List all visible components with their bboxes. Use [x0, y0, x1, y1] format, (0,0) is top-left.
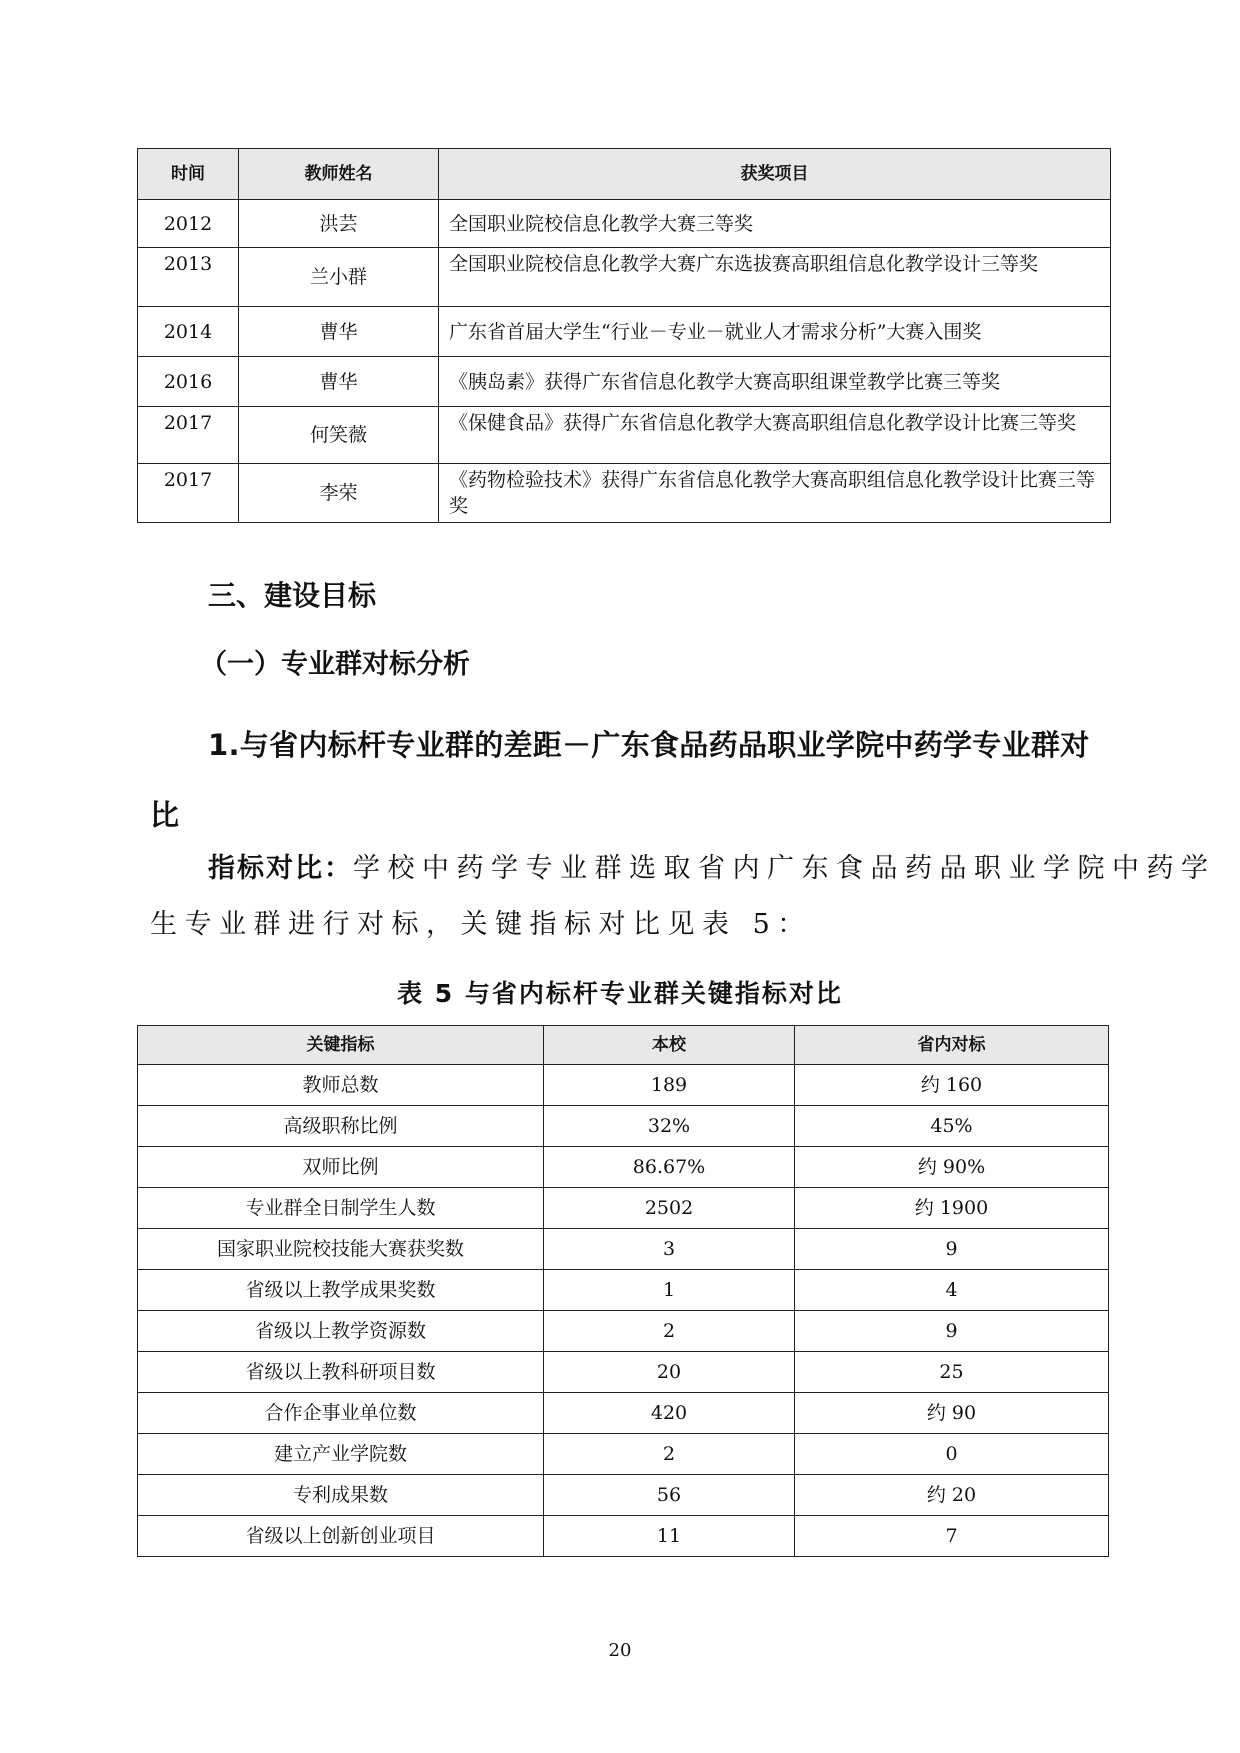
award-teacher: 李荣 — [239, 464, 439, 523]
metric-name: 合作企事业单位数 — [138, 1393, 544, 1434]
award-year: 2017 — [138, 407, 239, 464]
award-teacher: 曹华 — [239, 307, 439, 357]
award-teacher: 曹华 — [239, 357, 439, 407]
metric-row — [138, 1229, 1109, 1270]
page-number: 20 — [608, 1640, 632, 1661]
award-row — [138, 307, 1111, 357]
metric-name: 省级以上教学资源数 — [138, 1311, 544, 1352]
school-value: 2 — [544, 1434, 795, 1475]
school-value: 1 — [544, 1270, 795, 1311]
benchmark-value: 约 90 — [795, 1393, 1109, 1434]
metric-row — [138, 1516, 1109, 1557]
metric-name: 建立产业学院数 — [138, 1434, 544, 1475]
table-header-row — [138, 149, 1111, 200]
award-item: 《药物检验技术》获得广东省信息化教学大赛高职组信息化教学设计比赛三等奖 — [439, 464, 1111, 523]
metric-name: 双师比例 — [138, 1147, 544, 1188]
metric-name: 教师总数 — [138, 1065, 544, 1106]
school-value: 2 — [544, 1311, 795, 1352]
award-item: 《胰岛素》获得广东省信息化教学大赛高职组课堂教学比赛三等奖 — [439, 357, 1111, 407]
section-heading: 三、建设目标 — [208, 579, 377, 612]
metric-row — [138, 1106, 1109, 1147]
award-year: 2013 — [138, 248, 239, 307]
award-item: 全国职业院校信息化教学大赛三等奖 — [439, 200, 1111, 248]
paragraph-lead: 指标对比： — [208, 853, 353, 884]
metric-row — [138, 1434, 1109, 1475]
school-value: 189 — [544, 1065, 795, 1106]
metric-name: 高级职称比例 — [138, 1106, 544, 1147]
school-value: 56 — [544, 1475, 795, 1516]
metric-row — [138, 1065, 1109, 1106]
benchmark-value: 9 — [795, 1229, 1109, 1270]
award-year: 2016 — [138, 357, 239, 407]
paragraph-line-1 — [208, 846, 1216, 885]
benchmark-value: 0 — [795, 1434, 1109, 1475]
school-value: 32% — [544, 1106, 795, 1147]
header-time: 时间 — [138, 149, 239, 200]
award-row — [138, 464, 1111, 523]
benchmark-value: 45% — [795, 1106, 1109, 1147]
metric-name: 专利成果数 — [138, 1475, 544, 1516]
school-value: 2502 — [544, 1188, 795, 1229]
header-benchmark: 省内对标 — [795, 1026, 1109, 1065]
header-teacher: 教师姓名 — [239, 149, 439, 200]
metric-name: 省级以上创新创业项目 — [138, 1516, 544, 1557]
award-row — [138, 248, 1111, 307]
benchmark-value: 约 160 — [795, 1065, 1109, 1106]
benchmark-value: 约 90% — [795, 1147, 1109, 1188]
school-value: 86.67% — [544, 1147, 795, 1188]
school-value: 11 — [544, 1516, 795, 1557]
metric-row — [138, 1188, 1109, 1229]
award-year: 2014 — [138, 307, 239, 357]
subsection-heading: （一）专业群对标分析 — [200, 649, 470, 680]
table-caption: 表 5 与省内标杆专业群关键指标对比 — [397, 979, 843, 1008]
metric-row — [138, 1147, 1109, 1188]
benchmark-value: 4 — [795, 1270, 1109, 1311]
award-row — [138, 407, 1111, 464]
item-heading: 1.与省内标杆专业群的差距－广东食品药品职业学院中药学专业群对比 — [150, 728, 1090, 832]
award-item: 全国职业院校信息化教学大赛广东选拔赛高职组信息化教学设计三等奖 — [439, 248, 1111, 307]
metric-name: 省级以上教学成果奖数 — [138, 1270, 544, 1311]
award-item: 广东省首届大学生“行业－专业－就业人才需求分析”大赛入围奖 — [439, 307, 1111, 357]
school-value: 420 — [544, 1393, 795, 1434]
metric-row — [138, 1311, 1109, 1352]
benchmark-value: 约 1900 — [795, 1188, 1109, 1229]
award-row — [138, 200, 1111, 248]
metric-name: 国家职业院校技能大赛获奖数 — [138, 1229, 544, 1270]
award-item: 《保健食品》获得广东省信息化教学大赛高职组信息化教学设计比赛三等奖 — [439, 407, 1111, 464]
teacher-awards-table — [137, 148, 1111, 523]
metric-row — [138, 1270, 1109, 1311]
award-row — [138, 357, 1111, 407]
award-teacher: 兰小群 — [239, 248, 439, 307]
school-value: 3 — [544, 1229, 795, 1270]
metric-name: 省级以上教科研项目数 — [138, 1352, 544, 1393]
benchmark-value: 9 — [795, 1311, 1109, 1352]
award-teacher: 何笑薇 — [239, 407, 439, 464]
award-teacher: 洪芸 — [239, 200, 439, 248]
metric-row — [138, 1393, 1109, 1434]
award-year: 2012 — [138, 200, 239, 248]
school-value: 20 — [544, 1352, 795, 1393]
metric-row — [138, 1352, 1109, 1393]
award-year: 2017 — [138, 464, 239, 523]
paragraph-line-2: 生专业群进行对标，关键指标对比见表 5： — [150, 909, 812, 940]
key-metrics-table — [137, 1025, 1109, 1557]
header-metric: 关键指标 — [138, 1026, 544, 1065]
benchmark-value: 25 — [795, 1352, 1109, 1393]
header-school: 本校 — [544, 1026, 795, 1065]
metric-name: 专业群全日制学生人数 — [138, 1188, 544, 1229]
header-award: 获奖项目 — [439, 149, 1111, 200]
benchmark-value: 7 — [795, 1516, 1109, 1557]
metric-row — [138, 1475, 1109, 1516]
paragraph-text-1: 学校中药学专业群选取省内广东食品药品职业学院中药学 — [353, 853, 1216, 884]
table-header-row — [138, 1026, 1109, 1065]
benchmark-value: 约 20 — [795, 1475, 1109, 1516]
